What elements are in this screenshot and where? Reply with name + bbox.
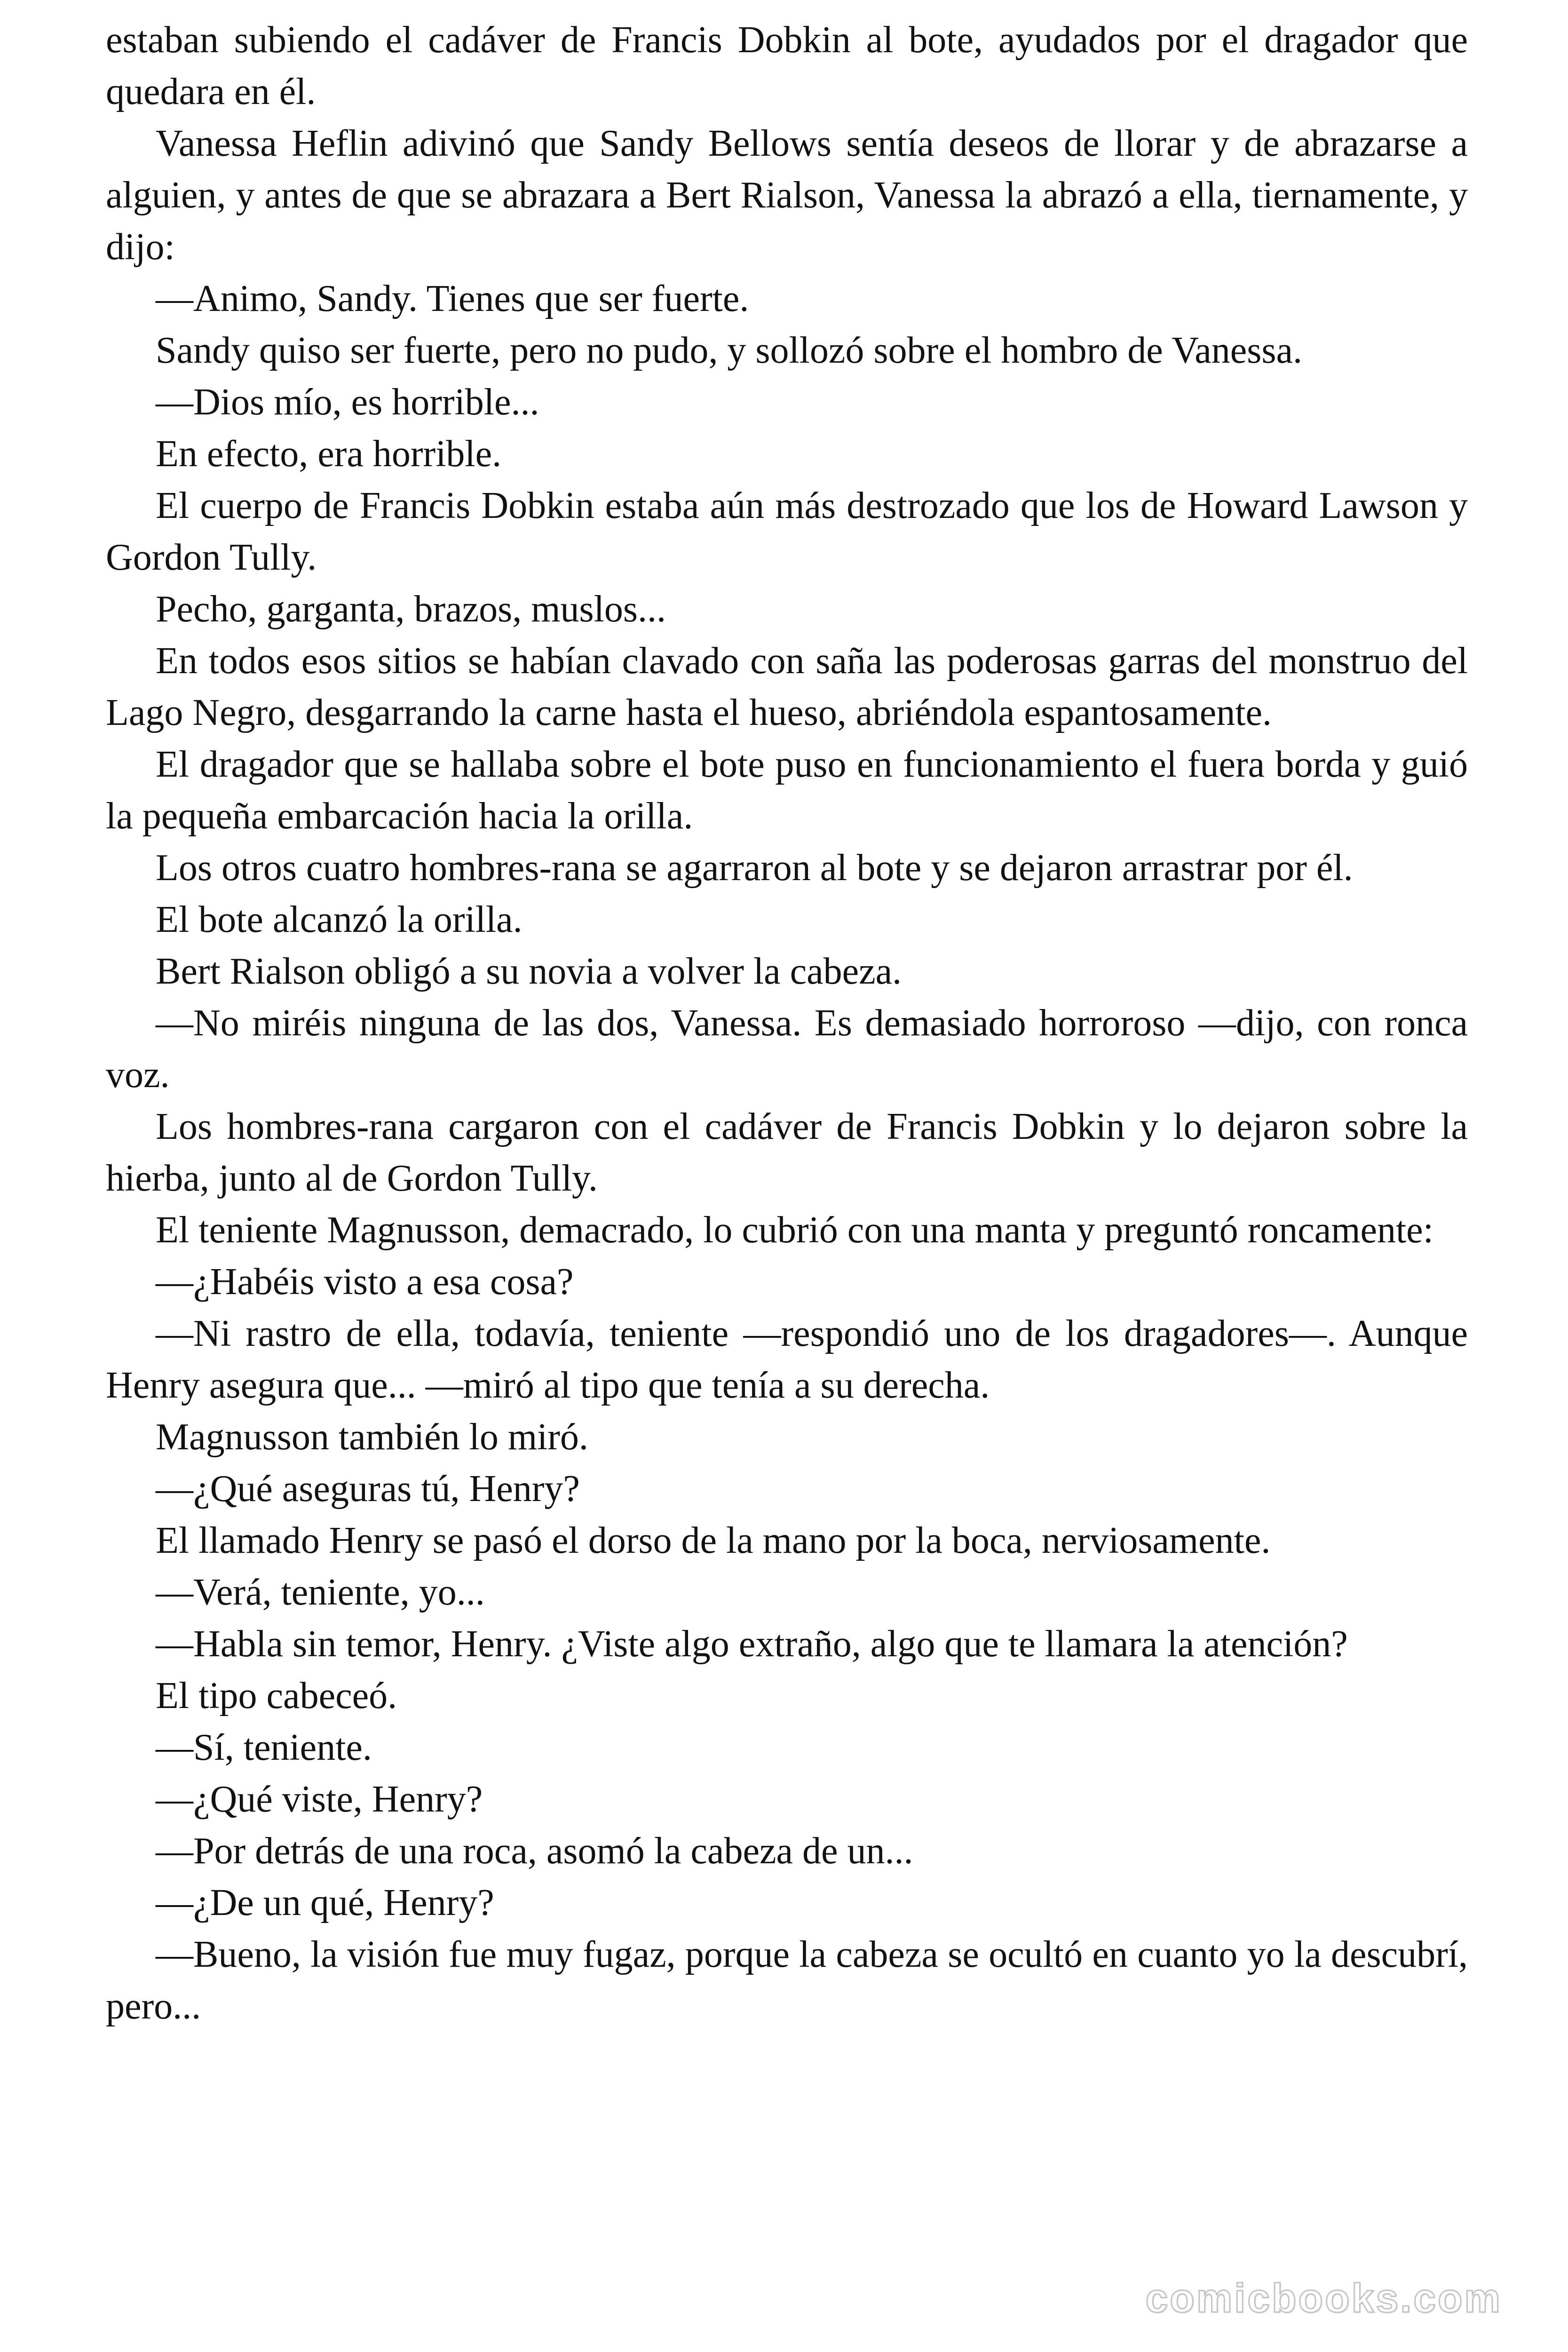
paragraph: En efecto, era horrible. [156, 433, 502, 475]
dialogue-line: —No miréis ninguna de las dos, Vanessa. Es demasiado horroroso —dijo, con ronca voz. [106, 1002, 1468, 1096]
dialogue-line: —Dios mío, es horrible... [156, 381, 539, 423]
dialogue-line: —Verá, teniente, yo... [156, 1572, 485, 1613]
dialogue-line: —Bueno, la visión fue muy fugaz, porque la cabeza se ocultó en cuanto yo la descubrí, pero... [106, 1934, 1468, 2027]
watermark-logo: comicbooks.com [1145, 2276, 1502, 2321]
paragraph: El llamado Henry se pasó el dorso de la mano por la boca, nerviosamente. [156, 1520, 1271, 1561]
dialogue-line: —Animo, Sandy. Tienes que ser fuerte. [156, 278, 749, 319]
paragraph: El dragador que se hallaba sobre el bote puso en funcionamiento el fuera borda y guió la pequeña embarcación hacia la orilla. [106, 744, 1468, 837]
paragraph: Pecho, garganta, brazos, muslos... [156, 588, 666, 630]
paragraph: Los hombres-rana cargaron con el cadáver de Francis Dobkin y lo dejaron sobre la hierba, junto al de Gordon Tully. [106, 1106, 1468, 1199]
book-page [106, 14, 1468, 2032]
paragraph: El cuerpo de Francis Dobkin estaba aún más destrozado que los de Howard Lawson y Gordon Tully. [106, 485, 1468, 578]
dialogue-line: —¿Habéis visto a esa cosa? [156, 1261, 574, 1303]
paragraph: Bert Rialson obligó a su novia a volver la cabeza. [156, 951, 902, 992]
paragraph: Los otros cuatro hombres-rana se agarraron al bote y se dejaron arrastrar por él. [156, 847, 1353, 889]
dialogue-line: —¿Qué aseguras tú, Henry? [156, 1468, 580, 1510]
dialogue-line: —Habla sin temor, Henry. ¿Viste algo extraño, algo que te llamara la atención? [156, 1623, 1348, 1665]
paragraph: El teniente Magnusson, demacrado, lo cubrió con una manta y preguntó roncamente: [156, 1209, 1433, 1251]
paragraph: El tipo cabeceó. [156, 1675, 397, 1716]
dialogue-line: —Por detrás de una roca, asomó la cabeza de un... [156, 1830, 913, 1872]
paragraph: Sandy quiso ser fuerte, pero no pudo, y sollozó sobre el hombro de Vanessa. [156, 330, 1303, 371]
paragraph-continuation: estaban subiendo el cadáver de Francis Dobkin al bote, ayudados por el dragador que quedara en él. [106, 19, 1468, 112]
dialogue-line: —Ni rastro de ella, todavía, teniente —respondió uno de los dragadores—. Aunque Henry asegura que... —miró al tipo que tenía a su derecha. [106, 1313, 1468, 1406]
dialogue-line: —¿De un qué, Henry? [156, 1882, 494, 1923]
paragraph: Vanessa Heflin adivinó que Sandy Bellows sentía deseos de llorar y de abrazarse a alguien, y antes de que se abrazara a Bert Rialson, Vanessa la abrazó a ella, tiernamente, y dijo: [106, 123, 1468, 268]
paragraph: Magnusson también lo miró. [156, 1416, 588, 1458]
paragraph: En todos esos sitios se habían clavado con saña las poderosas garras del monstruo del Lago Negro, desgarrando la carne hasta el hueso, abriéndola espantosamente. [106, 640, 1468, 733]
dialogue-line: —¿Qué viste, Henry? [156, 1779, 483, 1820]
dialogue-line: —Sí, teniente. [156, 1727, 372, 1768]
paragraph: El bote alcanzó la orilla. [156, 899, 523, 940]
